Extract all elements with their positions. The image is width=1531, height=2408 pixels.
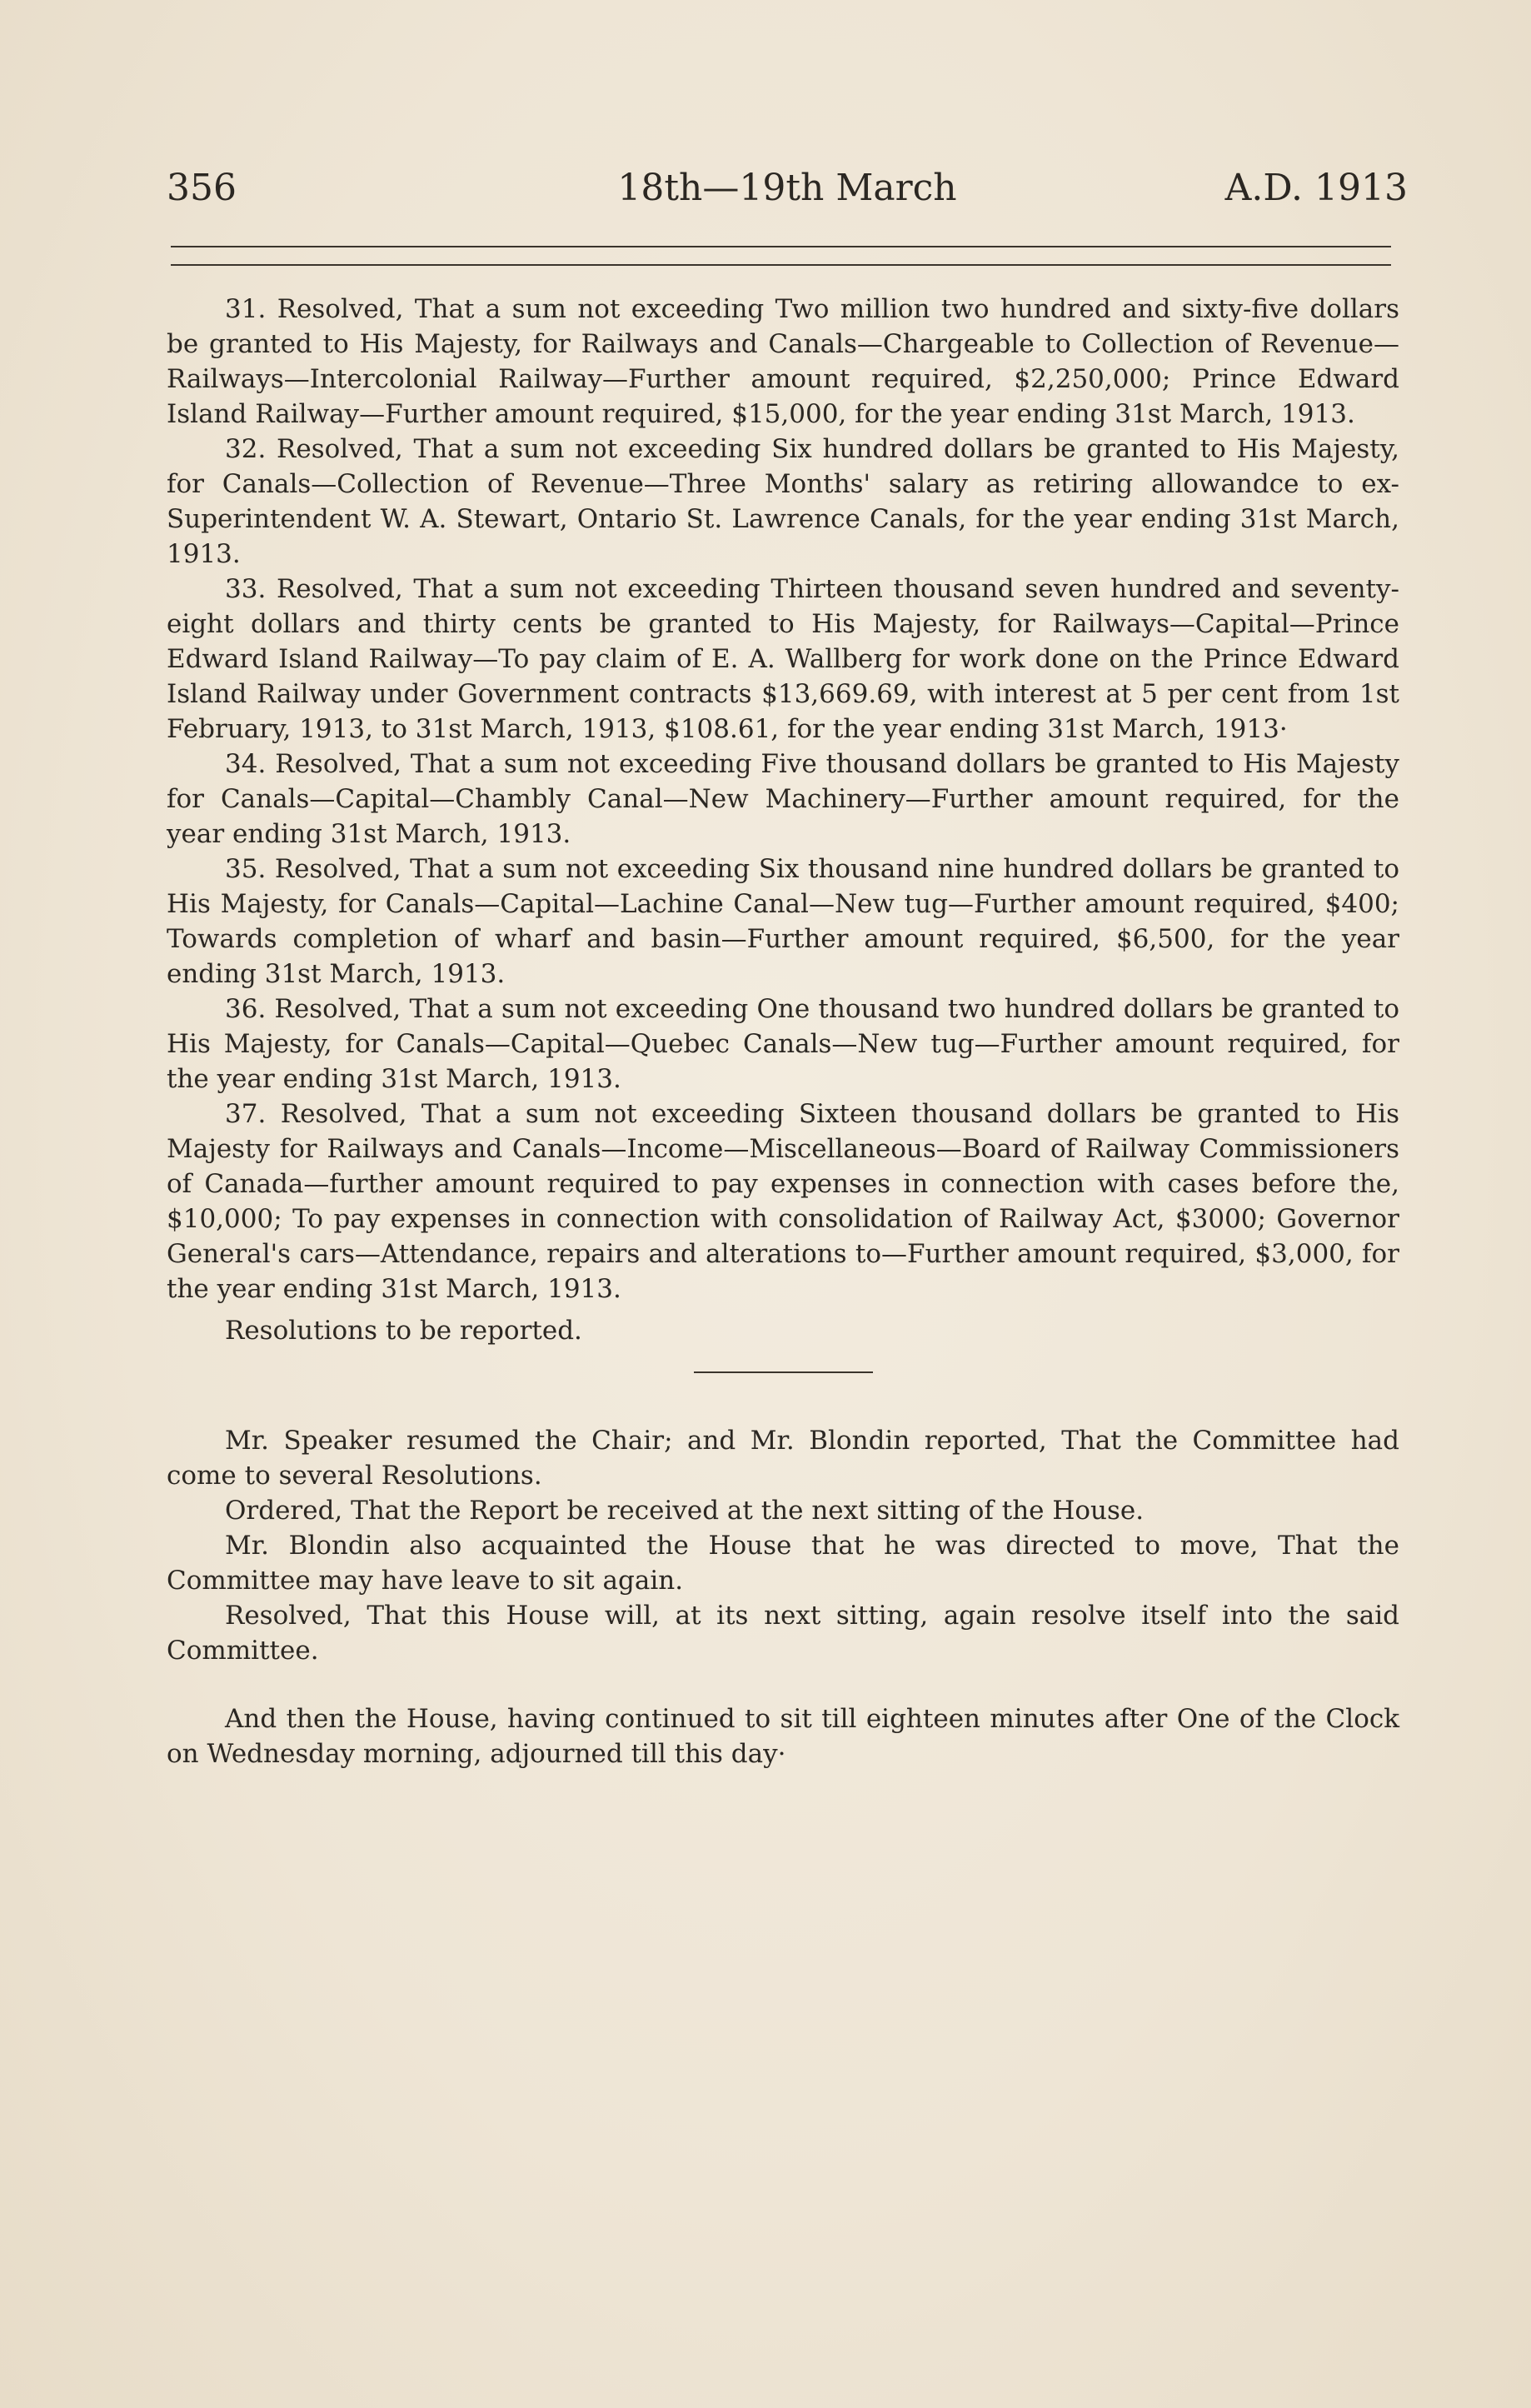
proceeding-leave-to-sit: Mr. Blondin also acquainted the House that he was directed to move, That the Committee may have leave to sit again. — [167, 1531, 1399, 1596]
page-body — [167, 292, 1399, 1771]
resolutions-reported: Resolutions to be reported. — [225, 1316, 582, 1346]
page-number: 356 — [167, 167, 237, 209]
resolution-35: 35. Resolved, That a sum not exceeding Six thousand nine hundred dollars be granted to His Majesty, for Canals—Capital—Lachine Canal—New tug—Further amount required, $400; Towards completion of wharf and basin—Further amount required, $6,500, for the year ending 31st March, 1913. — [167, 854, 1399, 989]
page-header — [167, 167, 1408, 225]
proceeding-resolved: Resolved, That this House will, at its next sitting, again resolve itself into the said Committee. — [167, 1601, 1399, 1666]
adjournment: And then the House, having continued to sit till eighteen minutes after One of the Clock on Wednesday morning, adjourned till this day· — [167, 1704, 1399, 1769]
proceeding-speaker-resumed: Mr. Speaker resumed the Chair; and Mr. Blondin reported, That the Committee had come to several Resolutions. — [167, 1426, 1399, 1491]
header-double-rule — [171, 246, 1391, 266]
resolution-34: 34. Resolved, That a sum not exceeding Five thousand dollars be granted to His Majesty for Canals—Capital—Chambly Canal—New Machinery—Further amount required, for the year ending 31st March, 1913. — [167, 749, 1399, 849]
header-year: A.D. 1913 — [1224, 167, 1408, 209]
proceeding-ordered: Ordered, That the Report be received at the next sitting of the House. — [225, 1496, 1145, 1526]
resolution-31: 31. Resolved, That a sum not exceeding Two million two hundred and sixty-five dollars be granted to His Majesty, for Railways and Canals—Chargeable to Collection of Revenue—Railways—Intercolonial Railway—Further amount required, $2,250,000; Prince Edward Island Railway—Further amount required, $15,000, for the year ending 31st March, 1913. — [167, 294, 1399, 429]
resolution-37: 37. Resolved, That a sum not exceeding Sixteen thousand dollars be granted to His Majesty for Railways and Canals—Income—Miscellaneous—Board of Railway Commissioners of Canada—further amount required to pay expenses in connection with cases before the, $10,000; To pay expenses in connection with consolidation of Railway Act, $3000; Governor General's cars—Attendance, repairs and alterations to—Further amount required, $3,000, for the year ending 31st March, 1913. — [167, 1099, 1399, 1304]
running-title: 18th—19th March — [617, 167, 957, 209]
section-divider — [694, 1371, 873, 1373]
spacer — [167, 1668, 1399, 1701]
resolution-33: 33. Resolved, That a sum not exceeding Thirteen thousand seven hundred and seventy-eight dollars and thirty cents be granted to His Majesty, for Railways—Capital—Prince Edward Island Railway—To pay claim of E. A. Wallberg for work done on the Prince Edward Island Railway under Government contracts $13,669.69, with interest at 5 per cent from 1st February, 1913, to 31st March, 1913, $108.61, for the year ending 31st March, 1913· — [167, 574, 1399, 744]
resolution-32: 32. Resolved, That a sum not exceeding Six hundred dollars be granted to His Majesty, for Canals—Collection of Revenue—Three Months' salary as retiring allowandce to ex-Superintendent W. A. Stewart, Ontario St. Lawrence Canals, for the year ending 31st March, 1913. — [167, 434, 1399, 569]
resolution-36: 36. Resolved, That a sum not exceeding One thousand two hundred dollars be granted to His Majesty, for Canals—Capital—Quebec Canals—New tug—Further amount required, for the year ending 31st March, 1913. — [167, 994, 1399, 1094]
